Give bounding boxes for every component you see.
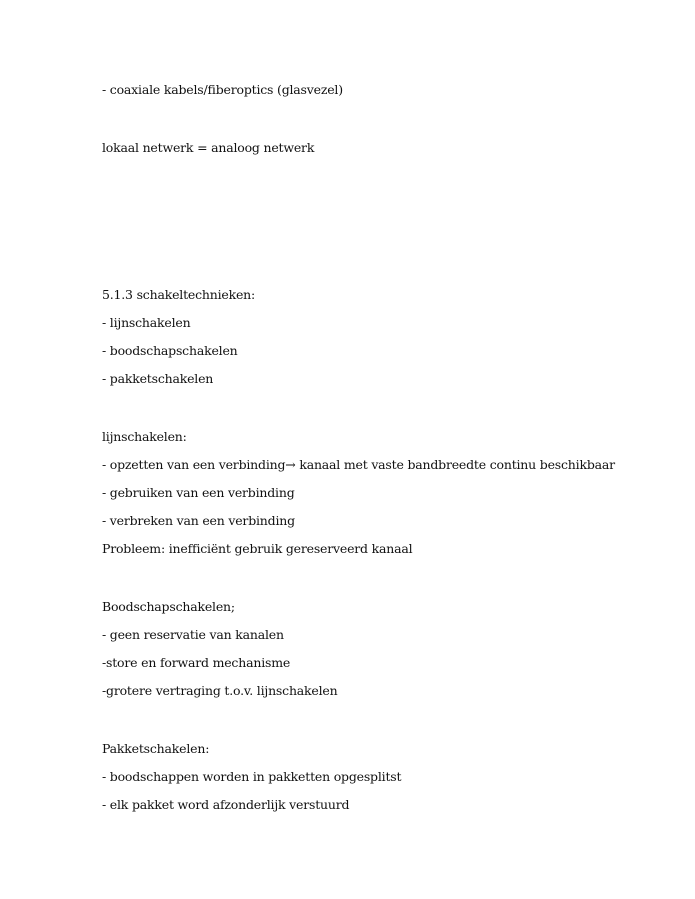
subheading-pakketschakelen: Pakketschakelen:: [102, 741, 210, 756]
list-item-opgesplitst: - boodschappen worden in pakketten opgesplitst: [102, 769, 402, 784]
section-heading-schakeltechnieken: 5.1.3 schakeltechnieken:: [102, 287, 256, 302]
list-item-verbreken: - verbreken van een verbinding: [102, 513, 295, 528]
text-line-lokaal-netwerk: lokaal netwerk = analoog netwerk: [102, 140, 315, 155]
list-item-boodschapschakelen: - boodschapschakelen: [102, 343, 238, 358]
list-item-opzetten: - opzetten van een verbinding→ kanaal met vaste bandbreedte continu beschikbaar: [102, 457, 615, 472]
text-line-coaxiale: - coaxiale kabels/fiberoptics (glasvezel): [102, 82, 343, 97]
text-line-probleem: Probleem: inefficiënt gebruik gereserveerd kanaal: [102, 541, 413, 556]
list-item-gebruiken: - gebruiken van een verbinding: [102, 485, 295, 500]
list-item-grotere-vertraging: -grotere vertraging t.o.v. lijnschakelen: [102, 683, 338, 698]
list-item-lijnschakelen: - lijnschakelen: [102, 315, 191, 330]
list-item-store-forward: -store en forward mechanisme: [102, 655, 291, 670]
subheading-boodschapschakelen: Boodschapschakelen;: [102, 599, 235, 614]
list-item-afzonderlijk: - elk pakket word afzonderlijk verstuurd: [102, 797, 350, 812]
list-item-pakketschakelen: - pakketschakelen: [102, 371, 214, 386]
subheading-lijnschakelen: lijnschakelen:: [102, 429, 187, 444]
list-item-geen-reservatie: - geen reservatie van kanalen: [102, 627, 284, 642]
